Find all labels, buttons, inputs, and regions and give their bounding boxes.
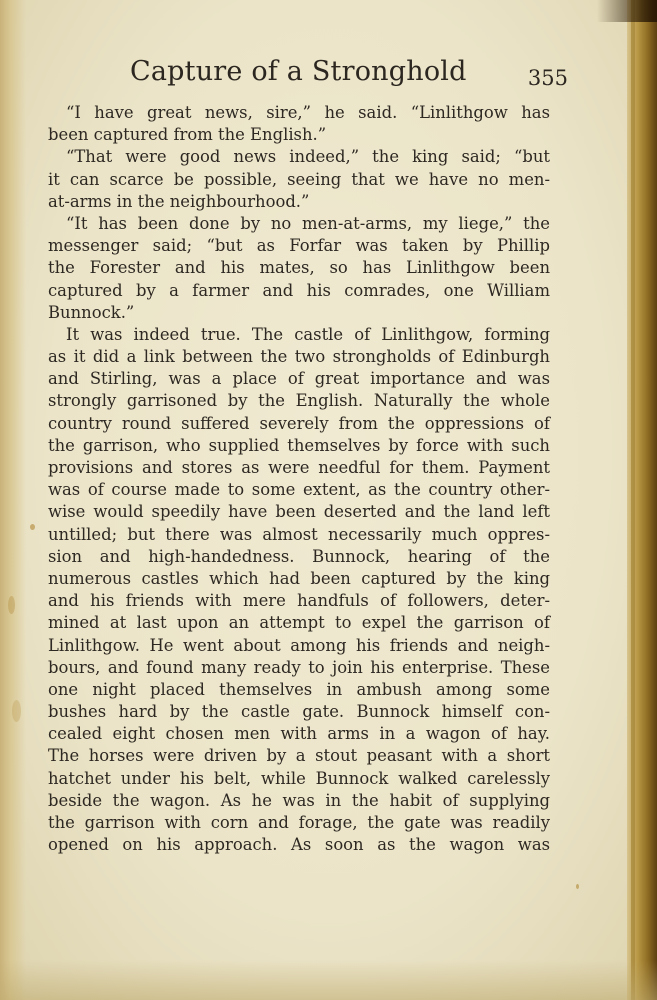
text-line: It was indeed true. The castle of Linlithgow, forming (66, 324, 550, 344)
foxing-spot (30, 524, 35, 530)
text-line: untilled; but there was almost necessarily much oppres- (48, 524, 550, 544)
text-line: at-arms in the neighbourhood.” (48, 191, 310, 211)
text-line: one night placed themselves in ambush among some (48, 679, 550, 699)
text-line: the Forester and his mates, so has Linlithgow been (48, 258, 550, 278)
text-line: been captured from the English.” (48, 125, 327, 145)
text-line: as it did a link between the two strongholds of Edinburgh (48, 347, 550, 367)
text-line: it can scarce be possible, seeing that we have no men- (48, 169, 550, 189)
text-line: and his friends with mere handfuls of followers, deter- (48, 591, 550, 611)
text-line: sion and high-handedness. Bunnock, hearing of the (48, 546, 550, 566)
text-line: numerous castles which had been captured by the king (48, 568, 550, 588)
text-line: the garrison, who supplied themselves by force with such (48, 435, 550, 455)
text-line: the garrison with corn and forage, the gate was readily (48, 813, 550, 832)
text-line: Linlithgow. He went about among his friends and neigh- (48, 635, 550, 655)
page-edge-stain (0, 0, 26, 1000)
text-line: cealed eight chosen men with arms in a wagon of hay. (48, 724, 550, 744)
text-line: “That were good news indeed,” the king said; “but (66, 147, 550, 167)
foxing-spot (576, 884, 579, 889)
corner-shadow (597, 0, 657, 22)
text-line: country round suffered severely from the oppressions of (48, 413, 550, 433)
spine-edge (631, 0, 635, 1000)
text-line: mined at last upon an attempt to expel the garrison of (48, 613, 550, 633)
text-line: wise would speedily have been deserted and the land left (48, 502, 550, 522)
text-line: The horses were driven by a stout peasant with a short (48, 746, 550, 766)
text-line: messenger said; “but as Forfar was taken by Phillip (48, 236, 550, 256)
text-line: “It has been done by no men-at-arms, my liege,” the (66, 213, 550, 233)
text-line: “I have great news, sire,” he said. “Linlithgow has (66, 103, 550, 122)
page-title: Capture of a Stronghold (130, 56, 467, 87)
text-line: was of course made to some extent, as the country other- (48, 480, 550, 500)
bottom-shade (0, 960, 657, 1000)
text-line: beside the wagon. As he was in the habit of supplying (48, 790, 550, 810)
text-line: captured by a farmer and his comrades, one William (48, 280, 550, 300)
text-line: hatchet under his belt, while Bunnock walked carelessly (48, 768, 550, 788)
text-line: bours, and found many ready to join his enterprise. These (48, 657, 550, 677)
foxing-spot (8, 596, 15, 614)
running-header (48, 54, 568, 98)
page-number: 355 (527, 66, 568, 90)
text-line: strongly garrisoned by the English. Naturally the whole (48, 391, 550, 411)
text-line: opened on his approach. As soon as the wagon was (48, 835, 550, 855)
text-line: and Stirling, was a place of great importance and was (48, 369, 550, 389)
text-line: Bunnock.” (48, 302, 135, 322)
body-text (48, 102, 550, 856)
text-line: bushes hard by the castle gate. Bunnock himself con- (48, 702, 550, 722)
foxing-spot (12, 700, 21, 722)
text-line: provisions and stores as were needful for them. Payment (48, 458, 550, 477)
